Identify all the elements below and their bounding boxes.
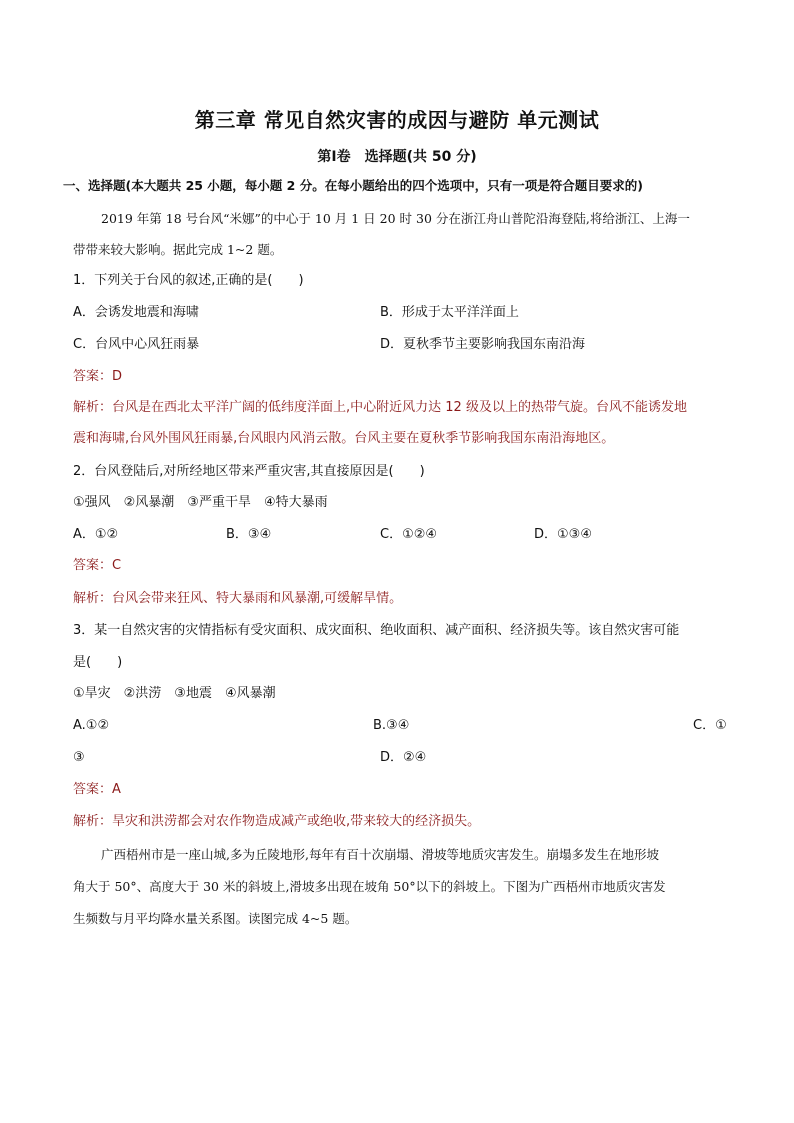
q3-stem-line1: 3．某一自然灾害的灾情指标有受灾面积、成灾面积、绝收面积、减产面积、经济损失等。该自然灾害可能	[73, 623, 680, 638]
q1-option-b: B．形成于太平洋洋面上	[380, 305, 519, 320]
section-heading: 一、选择题(本大题共 25 小题，每小题 2 分。在每小题给出的四个选项中，只有一项是符合题目要求的)	[63, 178, 643, 193]
q3-option-c-continued: ③	[73, 750, 85, 765]
passage2-line2: 角大于 50°、高度大于 30 米的斜坡上,滑坡多出现在坡角 50°以下的斜坡上。下图为广西梧州市地质灾害发	[73, 879, 666, 894]
passage2-line3: 生频数与月平均降水量关系图。读图完成 4~5 题。	[73, 911, 358, 926]
q2-analysis: 解析：台风会带来狂风、特大暴雨和风暴潮,可缓解旱情。	[73, 591, 403, 606]
page-subtitle: 第Ⅰ卷 选择题(共 50 分)	[317, 149, 477, 165]
q3-option-b: B.③④	[373, 718, 410, 733]
q2-option-a: A．①②	[73, 527, 119, 542]
passage1-line2: 带带来较大影响。据此完成 1~2 题。	[73, 242, 283, 257]
q3-analysis: 解析：旱灾和洪涝都会对农作物造成减产或绝收,带来较大的经济损失。	[73, 814, 481, 829]
q2-stem: 2．台风登陆后,对所经地区带来严重灾害,其直接原因是( )	[73, 464, 425, 479]
q1-option-a: A．会诱发地震和海啸	[73, 305, 199, 320]
q3-items: ①旱灾 ②洪涝 ③地震 ④风暴潮	[73, 686, 276, 701]
q2-option-b: B．③④	[226, 527, 272, 542]
q2-option-c: C．①②④	[380, 527, 438, 542]
q2-items: ①强风 ②风暴潮 ③严重干旱 ④特大暴雨	[73, 495, 328, 510]
q1-stem: 1．下列关于台风的叙述,正确的是( )	[73, 273, 304, 288]
q2-option-d: D．①③④	[534, 527, 592, 542]
q3-stem-line2: 是( )	[73, 655, 123, 670]
q1-option-d: D．夏秋季节主要影响我国东南沿海	[380, 337, 586, 352]
q3-option-a: A.①②	[73, 718, 110, 733]
q2-answer: 答案：C	[73, 558, 122, 573]
passage1-line1: 2019 年第 18 号台风“米娜”的中心于 10 月 1 日 20 时 30 分在浙江舟山普陀沿海登陆,将给浙江、上海一	[101, 211, 690, 226]
page-title: 第三章 常见自然灾害的成因与避防 单元测试	[194, 108, 600, 132]
q1-analysis-line1: 解析：台风是在西北太平洋广阔的低纬度洋面上,中心附近风力达 12 级及以上的热带气旋。台风不能诱发地	[73, 400, 687, 415]
q1-option-c: C．台风中心风狂雨暴	[73, 337, 200, 352]
q1-answer: 答案：D	[73, 369, 123, 384]
q1-analysis-line2: 震和海啸,台风外围风狂雨暴,台风眼内风消云散。台风主要在夏秋季节影响我国东南沿海地区。	[73, 431, 615, 446]
q3-option-d: D．②④	[380, 750, 427, 765]
q3-option-c: C．①	[693, 718, 727, 733]
passage2-line1: 广西梧州市是一座山城,多为丘陵地形,每年有百十次崩塌、滑坡等地质灾害发生。崩塌多发生在地形坡	[101, 847, 659, 862]
q3-answer: 答案：A	[73, 782, 121, 797]
